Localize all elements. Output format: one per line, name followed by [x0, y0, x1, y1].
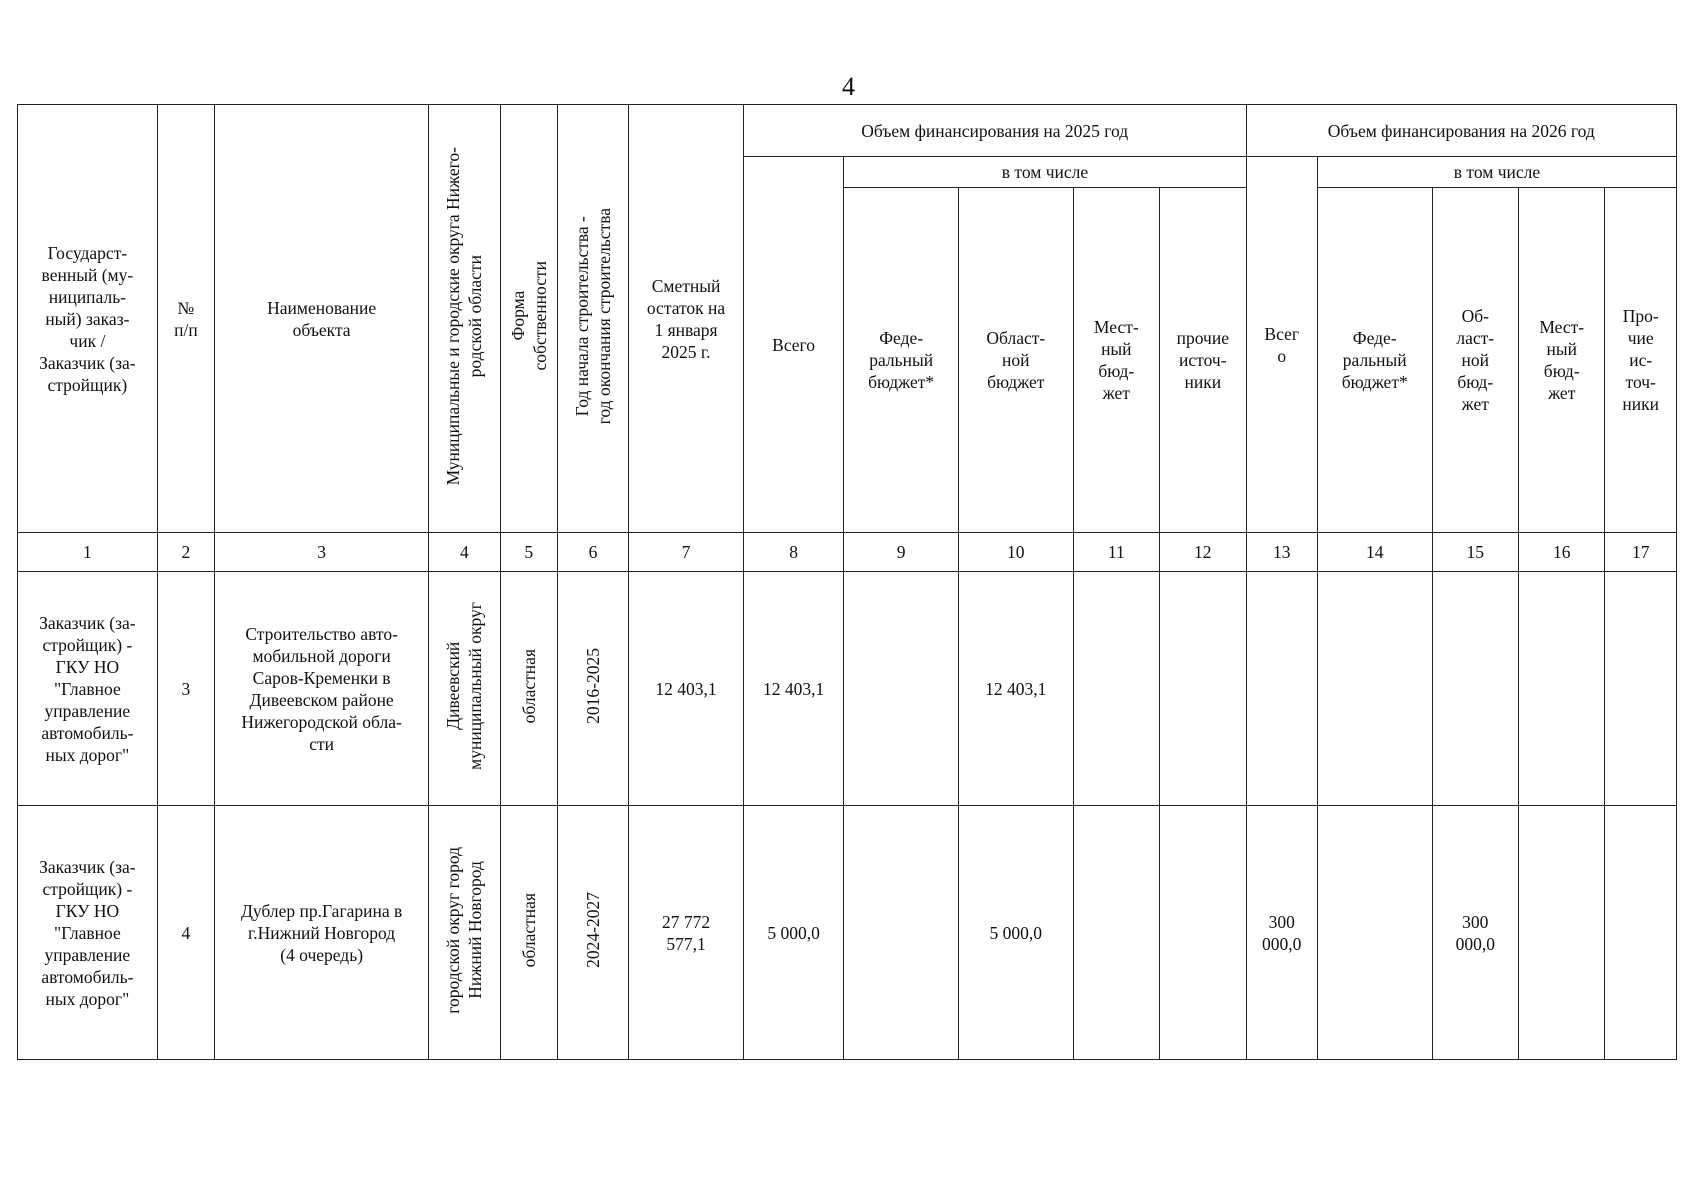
- column-number: 14: [1317, 533, 1432, 572]
- row-number-cell: 4: [181, 922, 191, 943]
- table-row: [18, 572, 1677, 806]
- district-cell: Дивеевский муниципальный округ: [443, 602, 486, 770]
- header-object-name: Наименование объекта: [267, 297, 377, 340]
- table-row: [18, 806, 1677, 1060]
- header-local-2026: Мест- ный бюд- жет: [1539, 317, 1585, 403]
- header-regional-2025: Област- ной бюджет: [986, 328, 1046, 392]
- column-number: 5: [500, 533, 557, 572]
- column-number: 12: [1160, 533, 1247, 572]
- total-2025-cell: 12 403,1: [762, 678, 825, 699]
- column-number: 8: [743, 533, 844, 572]
- column-number: 13: [1246, 533, 1317, 572]
- investment-table: [17, 104, 1677, 1060]
- column-number: 10: [958, 533, 1073, 572]
- regional-2025-cell: 12 403,1: [985, 678, 1047, 699]
- header-years: Год начала строительства - год окончания строительства: [572, 207, 615, 425]
- header-regional-2026: Об- ласт- ной бюд- жет: [1456, 306, 1495, 414]
- column-number: 4: [429, 533, 500, 572]
- object-name-cell: Дублер пр.Гагарина в г.Нижний Новгород (4 очередь): [240, 900, 403, 965]
- column-numbers-row: [18, 533, 1677, 572]
- column-number: 6: [557, 533, 628, 572]
- column-number: 3: [215, 533, 429, 572]
- customer-cell: Заказчик (за- стройщик) - ГКУ НО "Главное управление автомобиль- ных дорог": [39, 612, 136, 765]
- years-cell: 2024-2027: [583, 892, 604, 968]
- total-2025-cell: 5 000,0: [767, 922, 820, 943]
- column-number: 11: [1073, 533, 1159, 572]
- header-total-2026: Всег о: [1264, 323, 1300, 366]
- header-other-2025: прочие источ- ники: [1176, 328, 1229, 392]
- header-federal-2026: Феде- ральный бюджет*: [1341, 328, 1408, 392]
- column-number: 2: [157, 533, 214, 572]
- years-cell: 2016-2025: [583, 648, 604, 724]
- header-group-2025: Объем финансирования на 2025 год: [861, 120, 1129, 141]
- page-number: 4: [842, 72, 855, 101]
- column-number: 9: [844, 533, 959, 572]
- header-customer: Государст- венный (му- ниципаль- ный) заказ- чик / Заказчик (за- стройщик): [39, 242, 136, 395]
- balance-cell: 12 403,1: [655, 678, 717, 699]
- total-2026-cell: 300 000,0: [1262, 911, 1302, 954]
- column-number: 1: [18, 533, 158, 572]
- ownership-cell: областная: [518, 648, 539, 724]
- regional-2026-cell: 300 000,0: [1455, 911, 1495, 954]
- header-number: № п/п: [174, 297, 198, 340]
- header-total-2025: Всего: [772, 334, 816, 355]
- header-district: Муниципальные и городские округа Нижего- родской области: [443, 146, 486, 486]
- header-including-2026: в том числе: [1453, 162, 1541, 182]
- balance-cell: 27 772 577,1: [661, 911, 711, 954]
- regional-2025-cell: 5 000,0: [989, 922, 1043, 943]
- header-local-2025: Мест- ный бюд- жет: [1093, 317, 1139, 403]
- district-cell: городской округ город Нижний Новгород: [443, 846, 486, 1014]
- column-number: 15: [1432, 533, 1518, 572]
- column-number: 16: [1518, 533, 1604, 572]
- header-federal-2025: Феде- ральный бюджет*: [868, 328, 935, 392]
- header-estimated-balance: Сметный остаток на 1 января 2025 г.: [646, 275, 726, 362]
- ownership-cell: областная: [518, 892, 539, 968]
- header-other-2026: Про- чие ис- точ- ники: [1622, 306, 1660, 414]
- header-row-1: [18, 105, 1677, 157]
- column-number: 17: [1605, 533, 1677, 572]
- header-ownership: Форма собственности: [507, 261, 550, 371]
- header-group-2026: Объем финансирования на 2026 год: [1327, 120, 1595, 141]
- row-number-cell: 3: [181, 678, 191, 699]
- object-name-cell: Строительство авто- мобильной дороги Саров-Кременки в Дивеевском районе Нижегородской обла- сти: [241, 623, 402, 754]
- column-number: 7: [629, 533, 744, 572]
- header-including-2025: в том числе: [1001, 162, 1089, 182]
- customer-cell: Заказчик (за- стройщик) - ГКУ НО "Главное управление автомобиль- ных дорог": [39, 856, 136, 1009]
